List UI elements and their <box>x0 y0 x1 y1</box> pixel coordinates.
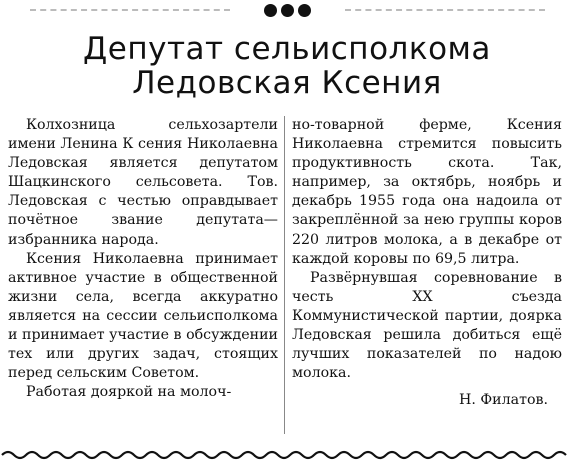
paragraph: Колхозница сельхозартели имени Ленина К сения Николаевна Ледовская является депутатом Шацкинского сельсовета. Тов. Ледовская с честью оправдывает почётное звание депутата— избранника народа. <box>8 117 278 248</box>
title-line-2: Ледовская Ксения <box>132 65 442 101</box>
title-line-1: Депутат сельисполкома <box>83 31 491 67</box>
left-column <box>8 116 278 402</box>
bottom-wavy-rule <box>0 448 574 462</box>
paragraph: Ксения Николаевна принимает активное участие в общественной жизни села, всегда аккуратно является на сессии сельисполкома и принимает участие в обсуждении тех или других задач, стоящих перед сельским Советом. <box>8 250 278 382</box>
article-title <box>0 32 574 100</box>
ornament-dots <box>0 2 574 21</box>
paragraph: Развёрнувшая соревнование в честь XX съезда Коммунистической партии, доярка Ледовская решила добиться ещё лучших показателей по надою молока. <box>292 269 562 382</box>
top-dashed-rule-right <box>345 9 545 11</box>
paragraph: Работая дояркой на молоч- <box>26 384 232 401</box>
right-column <box>292 116 562 410</box>
dot-icon <box>298 4 311 17</box>
dot-icon <box>281 4 294 17</box>
dot-icon <box>264 4 277 17</box>
author-signature: Н. Филатов. <box>459 392 548 409</box>
column-divider <box>284 116 285 434</box>
top-dashed-rule-left <box>30 9 230 11</box>
paragraph: но-товарной ферме, Ксения Николаевна стремится повысить продуктивность скота. Так, например, за октябрь, ноябрь и декабрь 1955 года она надоила от закреплённой за нею группы коров 220 литров молока, а в декабре от каждой коровы по 69,5 литра. <box>292 117 562 267</box>
